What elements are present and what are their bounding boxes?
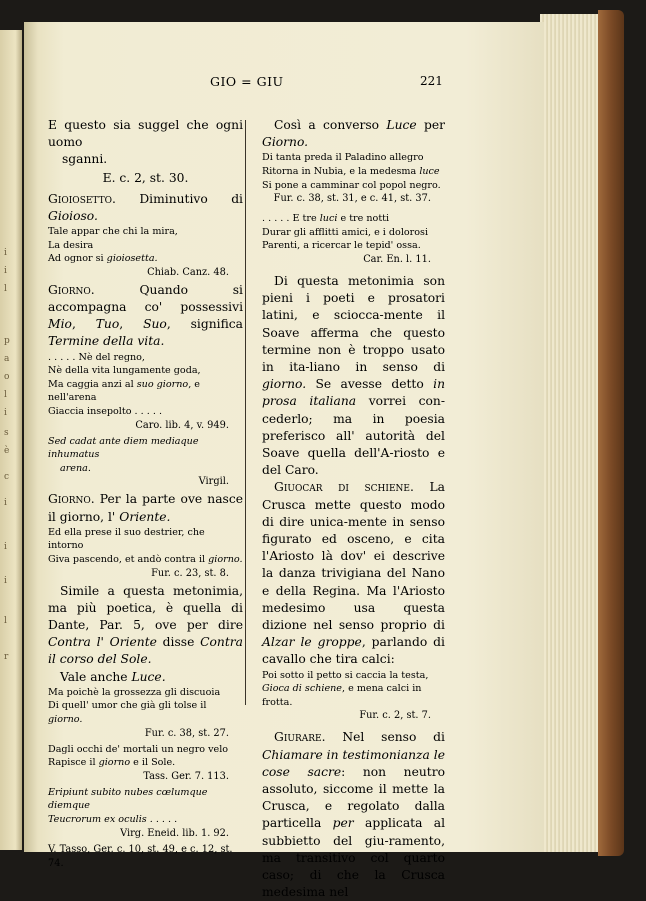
verse-line: Di tanta preda il Paladino allegro <box>262 152 424 164</box>
margin-fragment: l <box>4 284 7 294</box>
margin-fragment: l <box>4 390 7 400</box>
margin-fragment: p <box>4 336 10 346</box>
previous-page-edge <box>0 30 22 850</box>
verse-line: . . . . . Nè del regno, <box>48 351 145 363</box>
verse-line: Poi sotto il petto si caccia la testa, <box>262 669 429 681</box>
citation: Virgil. <box>198 476 229 488</box>
paragraph: Di questa metonimia son pieni i poeti e prosatori latini, e sciocca-mente il Soave afferma che questo termine non è troppo usato in ita-liano in senso di giorno. Se avesse detto in prosa italiana vorrei con-cederlo; ma in poesia preferisco all' autorità del Soave quella dell'A-riosto e del Caro. <box>262 273 446 478</box>
citation: Chiab. Canz. 48. <box>147 266 229 278</box>
entry-headword: Giorno. <box>48 282 95 297</box>
margin-fragment: r <box>4 652 9 662</box>
verse-line: Ma poichè la grossezza gli discuoia <box>48 686 221 698</box>
paragraph: sganni. <box>62 152 108 167</box>
verse-line: Gioca di schiene, e mena calci in frotta. <box>262 683 422 708</box>
verse-line: Rapisce il giorno e il Sole. <box>48 757 176 769</box>
dictionary-entry: Giurare. Nel senso di Chiamare in testimonianza le cose sacre: non neutro assoluto, siccome il mette la Crusca, e regolato dalla particella per applicata al subbietto del giu-ramento, ma transitivo col quarto caso; di che la Crusca medesima nel <box>262 730 445 900</box>
page-number: 221 <box>420 74 443 88</box>
margin-fragment: i <box>4 498 7 508</box>
paragraph: Simile a questa metonimia, ma più poetica, è quella di Dante, Par. 5, ove per dire Contra l' Oriente disse Contra il corso del Sole. <box>48 583 243 667</box>
dictionary-entry: Giorno. Per la parte ove nasce il giorno, l' Oriente. <box>48 492 243 524</box>
latin-line: Teucrorum ex oculis . . . . . <box>48 813 178 825</box>
entry-headword: Giorno. <box>48 492 95 507</box>
paragraph: Vale anche Luce. <box>60 669 166 684</box>
verse-line: Di quell' umor che già gli tolse il giorno. <box>48 700 207 725</box>
margin-fragment: i <box>4 266 7 276</box>
column-divider <box>245 120 246 705</box>
entry-headword: Giurare. <box>274 730 326 745</box>
margin-fragment: l <box>4 616 7 626</box>
latin-line: arena. <box>60 462 91 474</box>
entry-headword: Gioiosetto. <box>48 191 116 206</box>
citation: Virg. Eneid. lib. 1. 92. <box>120 827 229 839</box>
verse-line: Ed ella prese il suo destrier, che intorno <box>48 526 205 552</box>
right-column <box>262 117 445 901</box>
verse-line: Giva pascendo, et andò contra il giorno. <box>48 553 243 565</box>
dictionary-entry: Giorno. Quando si accompagna co' possessivi Mio, Tuo, Suo, significa Termine della vita. <box>48 282 243 349</box>
dictionary-entry: Gioiosetto. Diminutivo di Gioioso. <box>48 191 243 223</box>
verse-line: Ad ognor si gioiosetta. <box>48 253 158 265</box>
citation: Caro. lib. 4, v. 949. <box>135 419 229 431</box>
margin-fragment: i <box>4 576 7 586</box>
citation: Fur. c. 2, st. 7. <box>359 710 431 722</box>
verse-line: Durar gli afflitti amici, e i dolorosi <box>262 226 429 238</box>
paragraph: Così a converso Luce per Giorno. <box>262 118 446 150</box>
margin-fragment: i <box>4 542 7 552</box>
margin-fragment: c <box>4 472 10 482</box>
citation: Car. En. l. 11. <box>363 253 431 265</box>
citation: Fur. c. 23, st. 8. <box>151 567 229 579</box>
verse-line: Ma caggia anzi al suo giorno, e nell'arena <box>48 378 200 404</box>
entry-headword: Giuocar di schiene. <box>274 480 414 495</box>
verse-line: . . . . . E tre luci e tre notti <box>262 213 390 225</box>
verse-line: Nè della vita lungamente goda, <box>48 365 201 377</box>
running-header: GIO = GIU <box>210 74 284 89</box>
margin-fragment: o <box>4 372 10 382</box>
citation: Fur. c. 38, st. 27. <box>144 727 229 739</box>
margin-fragment: s <box>4 428 9 438</box>
verse-line: Ritorna in Nubia, e la medesma luce <box>262 166 440 177</box>
left-column <box>48 117 243 873</box>
latin-line: Sed cadat ante diem mediaque inhumatus <box>48 435 199 461</box>
margin-fragment: è <box>4 446 10 456</box>
verse-line: Tale appar che chi la mira, <box>48 226 178 238</box>
verse-line: Dagli occhi de' mortali un negro velo <box>48 743 229 755</box>
margin-fragment: i <box>4 248 7 258</box>
verse-line: Giaccia insepolto . . . . . <box>48 405 162 417</box>
citation: E. c. 2, st. 30. <box>102 170 189 185</box>
paragraph: E questo sia suggel che ogni uomo <box>48 118 243 150</box>
margin-fragment: a <box>4 354 10 364</box>
latin-line: Eripiunt subito nubes cœlumque diemque <box>48 786 208 812</box>
verse-line: Si pone a camminar col popol negro. <box>262 179 441 191</box>
dictionary-entry: Giuocar di schiene. La Crusca mette questo modo di dire unica-mente in senso figurato ed osceno, e cita l'Ariosto là dov' ei descrive la danza trivigiana del Nano e della Regina. Ma l'Ariosto medesimo usa questa dizione nel senso proprio di Alzar le groppe, parlando di cavallo che tira calci: <box>262 480 445 667</box>
book-cover <box>598 10 624 856</box>
verse-line: La desira <box>48 239 94 251</box>
citation: Tass. Ger. 7. 113. <box>143 770 229 782</box>
margin-fragment: i <box>4 408 7 418</box>
citation: Fur. c. 38, st. 31, e c. 41, st. 37. <box>273 193 431 205</box>
verse-line: Parenti, a ricercar le tepid' ossa. <box>262 240 421 252</box>
citation: V. Tasso, Ger. c. 10, st. 49, e c. 12, st. 74. <box>48 843 233 869</box>
